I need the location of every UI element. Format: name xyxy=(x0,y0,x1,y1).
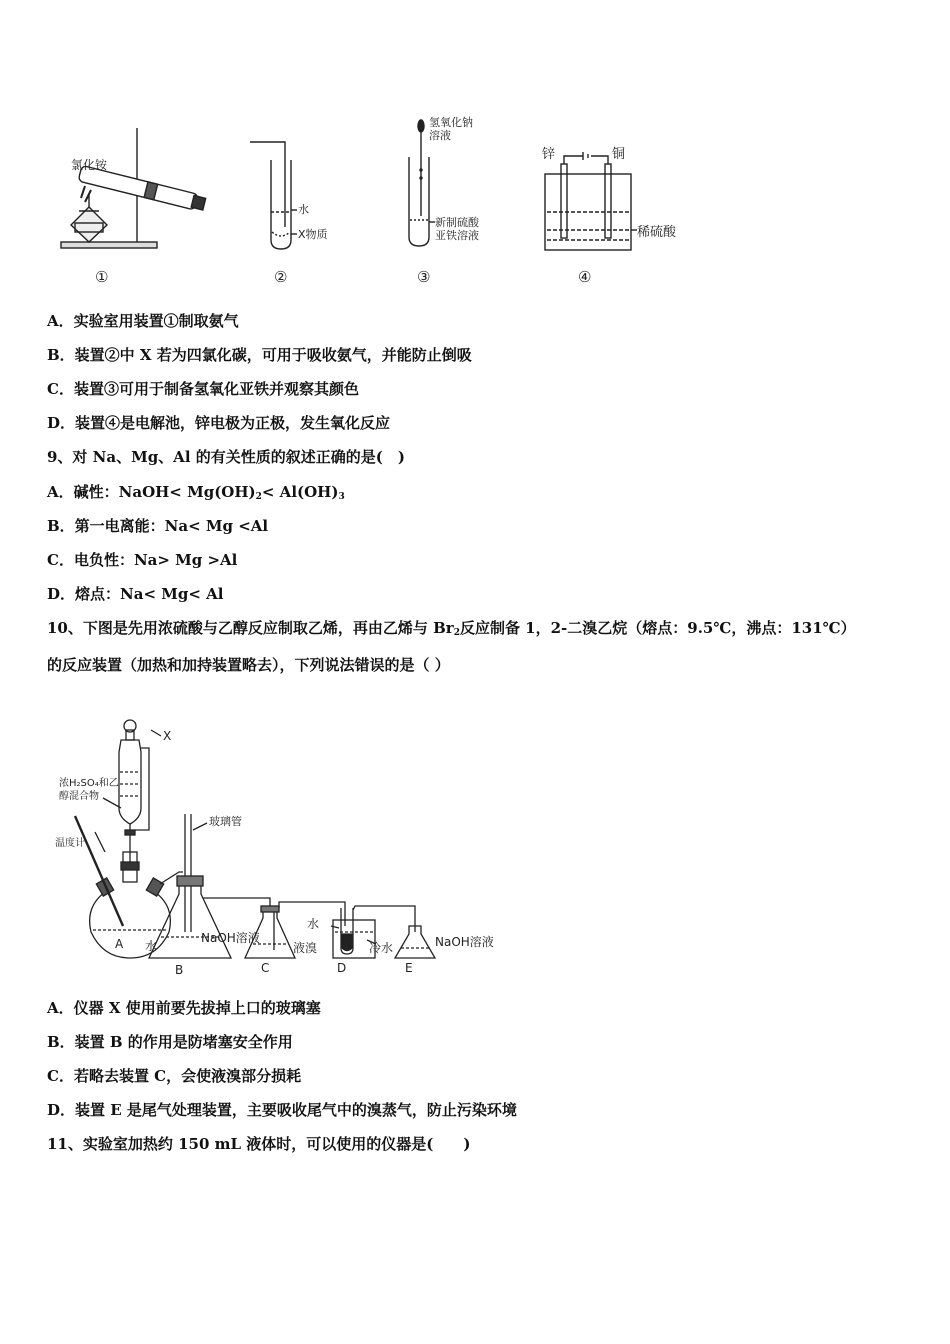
q8-option-b: B．装置②中 X 若为四氯化碳，可用于吸收氨气，并能防止倒吸 xyxy=(47,346,472,364)
q8-option-a: A．实验室用装置①制取氨气 xyxy=(47,312,239,330)
label-water-b: 水 xyxy=(145,939,158,953)
number-3: ③ xyxy=(417,268,431,286)
q10-option-a: A．仪器 X 使用前要先拔掉上口的玻璃塞 xyxy=(47,999,321,1017)
q10-stem-line-2: 的反应装置（加热和加持装置略去），下列说法错误的是（ ） xyxy=(47,656,450,674)
number-4: ④ xyxy=(578,268,592,286)
q10-option-d: D．装置 E 是尾气处理装置，主要吸收尾气中的溴蒸气，防止污染环境 xyxy=(47,1101,517,1119)
label-liquid-bromine: 液溴 xyxy=(293,941,318,955)
label-water: 水 xyxy=(298,203,309,216)
number-1: ① xyxy=(95,268,109,286)
q10-stem-line-1: 10、下图是先用浓硫酸与乙醇反应制取乙烯，再由乙烯与 $Br_2$反应制备 1，2-二溴乙烷（熔点：9.5℃，沸点：131℃） xyxy=(47,619,856,638)
label-thermometer: 温度计 xyxy=(55,838,85,849)
q8-option-c: C．装置③可用于制备氢氧化亚铁并观察其颜色 xyxy=(47,380,359,398)
label-x-substance: X物质 xyxy=(298,228,328,241)
q8-option-d: D．装置④是电解池，锌电极为正极，发生氧化反应 xyxy=(47,414,391,432)
label-cold-water: 冷水 xyxy=(369,941,394,955)
label-ammonium-chloride: 氯化铵 xyxy=(71,158,108,172)
label-naoh-e: NaOH溶液 xyxy=(435,935,494,949)
q9-option-d: D．熔点：Na< Mg< Al xyxy=(47,585,224,603)
label-d: D xyxy=(337,961,347,975)
label-glass-tube: 玻璃管 xyxy=(209,815,242,828)
label-mixture-1: 浓H₂SO₄和乙 xyxy=(59,778,119,789)
q10-option-c: C．若略去装置 C，会使液溴部分损耗 xyxy=(47,1067,302,1085)
label-a: A xyxy=(115,937,124,951)
label-water-d: 水 xyxy=(307,917,320,931)
q9-option-b: B．第一电离能：Na< Mg <Al xyxy=(47,517,269,535)
apparatus-4 xyxy=(545,152,637,250)
apparatus-figure-2 xyxy=(55,712,505,982)
label-x: X xyxy=(163,729,172,743)
q9-option-a: A．碱性：NaOH< $Mg(OH)_2< Al(OH)_3$ xyxy=(47,483,345,502)
label-mixture-2: 醇混合物 xyxy=(59,791,99,802)
q9-stem: 9、对 Na、Mg、Al 的有关性质的叙述正确的是( ) xyxy=(47,448,405,466)
label-dilute-sulfuric: 稀硫酸 xyxy=(637,225,677,240)
q11-stem: 11、实验室加热约 150 mL 液体时，可以使用的仪器是( ) xyxy=(47,1135,471,1153)
label-ferrous-2: 亚铁溶液 xyxy=(435,229,479,242)
label-zinc: 锌 xyxy=(542,147,556,162)
apparatus-2 xyxy=(250,142,297,249)
apparatus-1 xyxy=(61,128,206,248)
label-b: B xyxy=(175,963,184,977)
label-ferrous-1: 新制硫酸 xyxy=(435,216,479,229)
q10-option-b: B．装置 B 的作用是防堵塞安全作用 xyxy=(47,1033,293,1051)
label-naoh-1: 氢氧化钠 xyxy=(429,116,473,129)
apparatus-figure-1 xyxy=(55,112,695,292)
label-e: E xyxy=(405,961,413,975)
number-2: ② xyxy=(274,268,288,286)
label-c: C xyxy=(261,961,270,975)
label-naoh-2: 溶液 xyxy=(429,129,451,142)
label-copper: 铜 xyxy=(612,147,626,162)
q9-option-c: C．电负性：Na> Mg >Al xyxy=(47,551,238,569)
label-naoh-c: NaOH溶液 xyxy=(201,931,260,945)
